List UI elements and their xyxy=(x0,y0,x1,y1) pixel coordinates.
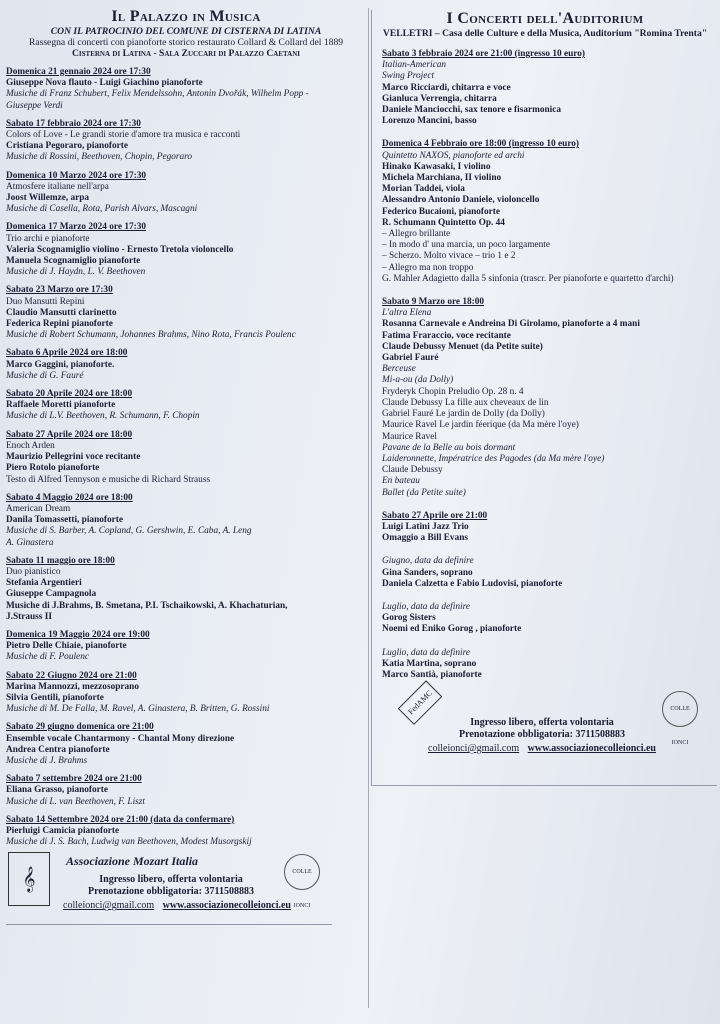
event-performer: J.Strauss II xyxy=(6,611,52,622)
event-date: Luglio, data da definire xyxy=(382,647,470,658)
right-venue: VELLETRI – Casa delle Culture e della Musica, Auditorium "Romina Trenta" xyxy=(382,28,708,39)
event-performer: Alessandro Antonio Daniele, violoncello xyxy=(382,195,540,206)
event-performer: Maurizio Pellegrini voce recitante xyxy=(6,452,141,463)
left-free-entry: Ingresso libero, offerta volontaria xyxy=(99,874,243,886)
event-performer: Michela Marchiana, II violino xyxy=(382,173,502,184)
event-performer: Eliana Grasso, pianoforte xyxy=(6,785,109,796)
left-contacts xyxy=(42,900,312,912)
event-program: Claude Debussy La fille aux cheveaux de lin xyxy=(382,397,549,408)
left-event-list xyxy=(6,67,366,848)
event-program: Laideronnette, Impératrice des Pagodes (da Ma mère l'oye) xyxy=(382,453,605,464)
event-subtitle: Duo Mansutti Repini xyxy=(6,296,85,307)
event-program: Musiche di Robert Schumann, Johannes Brahms, Nino Rota, Francis Poulenc xyxy=(6,330,296,341)
event-performer: Giuseppe Nova flauto - Luigi Giachino pianoforte xyxy=(6,78,203,89)
event-date: Sabato 4 Maggio 2024 ore 18:00 xyxy=(6,492,133,503)
event-performer: Fatima Fraraccio, voce recitante xyxy=(382,330,511,341)
event-performer: Katia Martina, soprano xyxy=(382,658,477,669)
event-performer: Valeria Scognamiglio violino - Ernesto Tretola violoncello xyxy=(6,244,234,255)
event-program: Musiche di J. S. Bach, Ludwig van Beethoven, Modest Musorgskij xyxy=(6,837,252,848)
event-performer: Claudio Mansutti clarinetto xyxy=(6,307,117,318)
right-seal-icon: COLLE IONCI xyxy=(662,691,698,727)
right-event-list xyxy=(372,49,718,681)
left-title: Il Palazzo in Musica xyxy=(111,8,261,25)
event-program: Musiche di Rossini, Beethoven, Chopin, Pegoraro xyxy=(6,152,193,163)
event-performer: Omaggio a Bill Evans xyxy=(382,533,469,544)
event-performer: Marina Mannozzi, mezzosoprano xyxy=(6,681,139,692)
left-event xyxy=(6,222,366,278)
right-event xyxy=(382,139,718,285)
event-program: Musiche di F. Poulenc xyxy=(6,652,89,663)
left-event xyxy=(6,722,366,767)
left-event xyxy=(6,119,366,164)
right-footer xyxy=(372,687,718,769)
event-program: Musiche di J. Haydn, L. V. Beethoven xyxy=(6,267,146,278)
event-date: Sabato 7 settembre 2024 ore 21:00 xyxy=(6,774,142,785)
mozart-association: Associazione Mozart Italia xyxy=(66,854,199,869)
event-performer: Marco Gaggini, pianoforte. xyxy=(6,359,115,370)
event-program: G. Mahler Adagietto dalla 5 sinfonia (trascr. Per pianoforte e quartetto d'archi) xyxy=(382,273,674,284)
event-performer: Noemi ed Eniko Gorog , pianoforte xyxy=(382,624,522,635)
event-program: Mi-a-ou (da Dolly) xyxy=(382,375,454,386)
event-subtitle: L'altra Elena xyxy=(382,308,432,319)
left-event xyxy=(6,774,366,808)
event-performer: Piero Rotolo pianoforte xyxy=(6,463,100,474)
event-program: Maurice Ravel xyxy=(382,431,437,442)
event-performer: Andrea Centra pianoforte xyxy=(6,744,110,755)
event-performer: Ensemble vocale Chantarmony - Chantal Mony direzione xyxy=(6,733,235,744)
event-program: Musiche di M. De Falla, M. Ravel, A. Ginastera, B. Britten, G. Rossini xyxy=(6,704,270,715)
event-program: Pavane de la Belle au bois dormant xyxy=(382,442,516,453)
event-date: Sabato 11 maggio ore 18:00 xyxy=(6,555,115,566)
event-program: Claude Debussy xyxy=(382,465,443,476)
event-performer: Musiche di J.Brahms, B. Smetana, P.I. Tschaikowski, A. Khachaturian, xyxy=(6,600,288,611)
event-date: Sabato 20 Aprile 2024 ore 18:00 xyxy=(6,389,133,400)
left-website-link[interactable]: www.associazionecolleionci.eu xyxy=(162,900,291,912)
event-program: – Allegro brillante xyxy=(382,229,451,240)
event-performer: Claude Debussy Menuet (da Petite suite) xyxy=(382,341,543,352)
left-patronage: CON IL PATROCINIO DEL COMUNE DI CISTERNA DI LATINA xyxy=(50,26,322,37)
event-program: Musiche di G. Fauré xyxy=(6,370,84,381)
event-performer: Cristiana Pegoraro, pianoforte xyxy=(6,141,128,152)
event-program: Musiche di J. Brahms xyxy=(6,755,88,766)
left-seal-icon: COLLE IONCI xyxy=(284,854,320,890)
event-performer: Silvia Gentili, pianoforte xyxy=(6,692,104,703)
event-subtitle: Swing Project xyxy=(382,71,435,82)
event-date: Domenica 4 Febbraio ore 18:00 (ingresso 10 euro) xyxy=(382,139,580,150)
event-subtitle: Colors of Love - Le grandi storie d'amore tra musica e racconti xyxy=(6,130,241,141)
event-performer: Pietro Delle Chiaie, pianoforte xyxy=(6,641,127,652)
event-performer: Federica Repini pianoforte xyxy=(6,319,113,330)
event-performer: Gabriel Fauré xyxy=(382,353,439,364)
right-title: I Concerti dell'Auditorium xyxy=(446,10,644,27)
event-program: Musiche di L. van Beethoven, F. Liszt xyxy=(6,796,146,807)
fedamc-logo-icon: FedAMC xyxy=(400,691,440,714)
left-event xyxy=(6,630,366,664)
event-program: – Allegro ma non troppo xyxy=(382,262,474,273)
event-program: Giuseppe Verdi xyxy=(6,100,63,111)
left-column xyxy=(6,8,366,932)
event-performer: Marco Santià, pianoforte xyxy=(382,669,482,680)
event-date: Luglio, data da definire xyxy=(382,601,470,612)
left-series-desc: Rassegna di concerti con pianoforte storico restaurato Collard & Collard del 1889 xyxy=(28,37,344,48)
event-performer: Gina Sanders, soprano xyxy=(382,567,473,578)
event-date: Sabato 27 Aprile ore 21:00 xyxy=(382,510,488,521)
left-venue: Cisterna di Latina - Sala Zuccari di Palazzo Caetani xyxy=(71,48,300,59)
right-event xyxy=(382,648,718,682)
event-date: Sabato 22 Giugno 2024 ore 21:00 xyxy=(6,670,137,681)
event-performer: Morian Taddei, viola xyxy=(382,184,465,195)
event-performer: Daniela Calzetta e Fabio Ludovisi, pianoforte xyxy=(382,578,563,589)
event-program: Musiche di S. Barber, A. Copland, G. Gershwin, E. Caba, A. Leng xyxy=(6,526,252,537)
event-date: Domenica 17 Marzo 2024 ore 17:30 xyxy=(6,222,147,233)
event-performer: Marco Ricciardi, chitarra e voce xyxy=(382,82,511,93)
left-footer xyxy=(6,852,366,932)
column-divider xyxy=(368,8,369,1008)
left-event xyxy=(6,67,366,112)
event-program: – Scherzo. Molto vivace – trio 1 e 2 xyxy=(382,251,516,262)
event-subtitle: Italian-American xyxy=(382,60,447,71)
left-email-link[interactable]: colleionci@gmail.com xyxy=(63,900,155,912)
right-email-link[interactable]: colleionci@gmail.com xyxy=(428,743,520,755)
event-subtitle: American Dream xyxy=(6,503,71,514)
event-date: Domenica 21 gennaio 2024 ore 17:30 xyxy=(6,67,151,77)
event-subtitle: Quintetto NAXOS, pianoforte ed archi xyxy=(382,150,525,161)
violin-logo-icon: 𝄞 xyxy=(8,852,50,906)
event-performer: R. Schumann Quintetto Op. 44 xyxy=(382,217,505,228)
left-event xyxy=(6,430,366,486)
event-performer: Gorog Sisters xyxy=(382,613,436,624)
event-subtitle: Enoch Arden xyxy=(6,440,55,451)
event-date: Giugno, data da definire xyxy=(382,556,474,567)
left-event xyxy=(6,285,366,341)
event-program: Ballet (da Petite suite) xyxy=(382,487,466,498)
right-event xyxy=(382,602,718,636)
event-performer: Manuela Scognamiglio pianoforte xyxy=(6,256,141,267)
left-bottom-rule xyxy=(6,924,332,925)
event-performer: Rosanna Carnevale e Andreina Di Girolamo, pianoforte a 4 mani xyxy=(382,319,640,330)
event-subtitle: Duo pianistico xyxy=(6,566,61,577)
event-date: Sabato 14 Settembre 2024 ore 21:00 (data da confermare) xyxy=(6,814,235,825)
right-column xyxy=(372,10,718,769)
event-performer: Giuseppe Campagnola xyxy=(6,589,97,600)
event-program: Maurice Ravel Le jardin féerique (da Ma mère l'oye) xyxy=(382,420,579,431)
event-program: Musiche di Casella, Rota, Parish Alvars, Mascagni xyxy=(6,204,198,215)
event-program: A. Ginastera xyxy=(6,537,54,548)
event-performer: Hinako Kawasaki, I violino xyxy=(382,161,491,172)
event-date: Domenica 10 Marzo 2024 ore 17:30 xyxy=(6,170,147,181)
right-free-entry: Ingresso libero, offerta volontaria xyxy=(470,717,614,729)
right-event xyxy=(382,556,718,590)
event-program: Musiche di L.V. Beethoven, R. Schumann, F. Chopin xyxy=(6,411,200,422)
event-date: Domenica 19 Maggio 2024 ore 19:00 xyxy=(6,629,150,640)
event-performer: Joost Willemze, arpa xyxy=(6,193,90,204)
event-program: En bateau xyxy=(382,476,420,487)
event-date: Sabato 3 febbraio 2024 ore 21:00 (ingresso 10 euro) xyxy=(382,49,585,59)
right-event xyxy=(382,511,718,545)
event-performer: Gianluca Verrengia, chitarra xyxy=(382,93,497,104)
left-event xyxy=(6,556,366,623)
right-booking: Prenotazione obbligatoria: 3711508883 xyxy=(459,729,625,741)
event-date: Sabato 17 febbraio 2024 ore 17:30 xyxy=(6,118,141,129)
event-subtitle: Atmosfere italiane nell'arpa xyxy=(6,181,109,192)
right-contacts xyxy=(402,743,682,755)
event-performer: Stefania Argentieri xyxy=(6,578,82,589)
event-subtitle: Trio archi e pianoforte xyxy=(6,233,90,244)
event-program: – In modo d' una marcia, un poco largamente xyxy=(382,240,551,251)
left-event xyxy=(6,671,366,716)
event-performer: Danila Tomassetti, pianoforte xyxy=(6,515,123,526)
event-program: Gabriel Fauré Le jardin de Dolly (da Dolly) xyxy=(382,409,545,420)
left-event xyxy=(6,815,366,849)
event-program: Musiche di Franz Schubert, Felix Mendelssohn, Antonin Dvořák, Wilhelm Popp - xyxy=(6,89,309,100)
event-performer: Lorenzo Mancini, basso xyxy=(382,116,477,127)
event-date: Sabato 29 giugno domenica ore 21:00 xyxy=(6,722,154,733)
right-event xyxy=(382,297,718,499)
event-date: Sabato 9 Marzo ore 18:00 xyxy=(382,297,485,308)
left-event xyxy=(6,171,366,216)
event-performer: Daniele Manciocchi, sax tenore e fisarmonica xyxy=(382,105,562,116)
right-website-link[interactable]: www.associazionecolleionci.eu xyxy=(527,743,656,755)
event-performer: Luigi Latini Jazz Trio xyxy=(382,521,469,532)
event-note: Testo di Alfred Tennyson e musiche di Richard Strauss xyxy=(6,474,211,485)
event-performer: Pierluigi Camicia pianoforte xyxy=(6,825,120,836)
left-booking: Prenotazione obbligatoria: 3711508883 xyxy=(88,886,254,898)
left-event xyxy=(6,493,366,549)
event-program: Berceuse xyxy=(382,364,416,375)
left-event xyxy=(6,389,366,423)
event-date: Sabato 23 Marzo ore 17:30 xyxy=(6,285,113,296)
left-event xyxy=(6,348,366,382)
event-program: Fryderyk Chopin Preludio Op. 28 n. 4 xyxy=(382,386,524,397)
event-date: Sabato 6 Aprile 2024 ore 18:00 xyxy=(6,348,128,359)
event-performer: Federico Bucaioni, pianoforte xyxy=(382,206,501,217)
right-event xyxy=(382,49,718,127)
event-performer: Raffaele Moretti pianoforte xyxy=(6,400,116,411)
event-date: Sabato 27 Aprile 2024 ore 18:00 xyxy=(6,429,133,440)
